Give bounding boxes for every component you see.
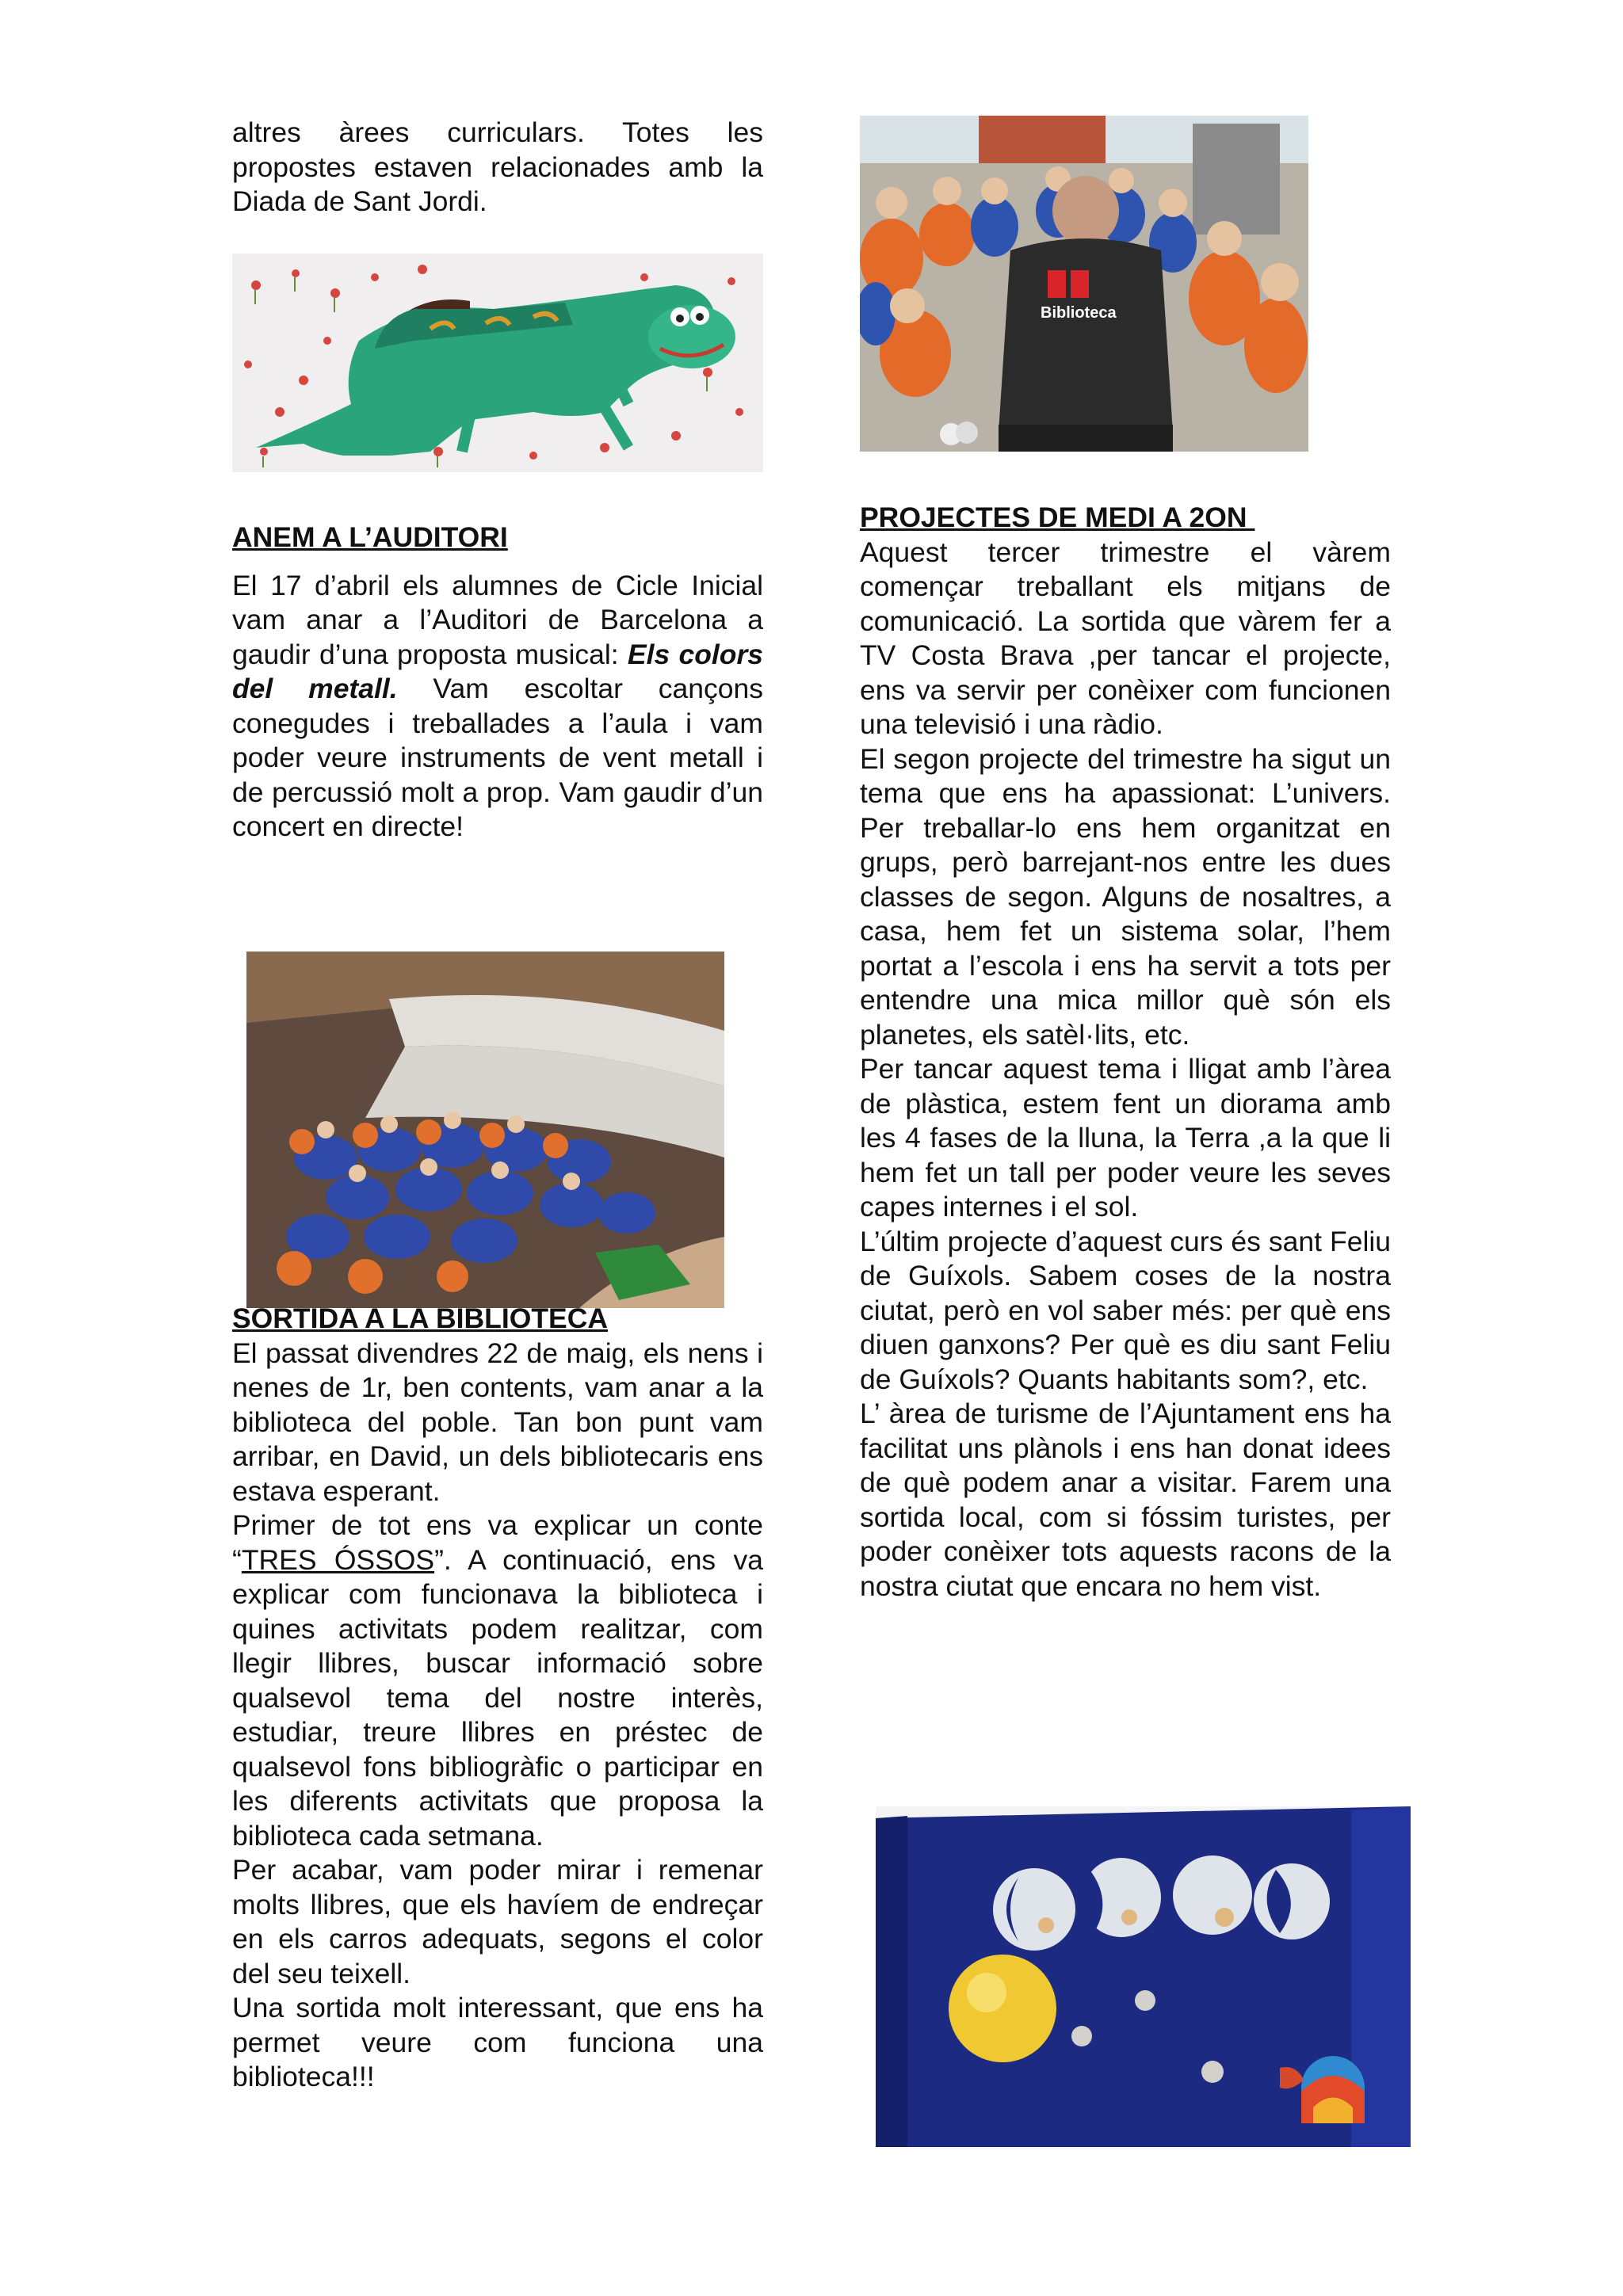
- medi-paragraph-5: L’ àrea de turisme de l’Ajuntament ens ha facilitat uns plànols i ens han donat idees de què podem anar a visitar. Farem una sortida local, com si fóssim turistes, per poder conèixer tots aquests racons de la nostra ciutat que encara no hem vist.: [860, 1398, 1391, 1602]
- left-intro: [232, 116, 763, 219]
- auditori-paragraph: [232, 569, 763, 845]
- auditorium-photo: [246, 952, 724, 1308]
- medi-paragraph-2: El segon projecte del trimestre ha sigut un tema que ens ha apassionat: L’univers. Per treballar-lo ens hem organitzat en grups, però barrejant-nos entre les dues classes de segon. Alguns de nosaltres, a casa, hem fet un sistema solar, l’hem portat a l’escola i ens ha servit a tots per entendre una mica millor què són els planetes, els satèl·lits, etc.: [860, 742, 1391, 1051]
- story-title: TRES ÓSSOS: [241, 1543, 435, 1576]
- biblioteca-paragraph-3: Per acabar, vam poder mirar i remenar molts llibres, que els havíem de endreçar en els carros adequats, segons el color del seu teixell.: [232, 1854, 763, 1989]
- auditori-heading: ANEM A L’AUDITORI: [232, 521, 508, 553]
- auditori-section: [232, 521, 763, 845]
- vest-label: Biblioteca: [1041, 304, 1117, 322]
- concert-title: Els colors del metall.: [232, 638, 763, 704]
- moon-phases-diorama-photo: [876, 1806, 1411, 2147]
- auditori-text-2: Vam escoltar cançons conegudes i treballades a l’aula i vam poder veure instruments de vent metall i de percussió molt a prop. Vam gaudir d’un concert en directe!: [232, 673, 763, 842]
- library-storytime-photo: [860, 116, 1308, 452]
- biblioteca-heading: SORTIDA A LA BIBLIOTECA: [232, 1302, 608, 1334]
- medi-paragraph-1: Aquest tercer trimestre el vàrem començar treballant els mitjans de comunicació. La sortida que vàrem fer a TV Costa Brava ,per tancar el projecte, ens va servir per conèixer com funcionen una televisió i una ràdio.: [860, 536, 1391, 740]
- medi-section: [860, 501, 1391, 1604]
- auditori-text-1: El 17 d’abril els alumnes de Cicle Inicial vam anar a l’Auditori de Barcelona a gaudir d’una proposta musical:: [232, 569, 763, 670]
- biblioteca-text-2a: Primer de tot ens va explicar un conte “: [232, 1509, 763, 1576]
- biblioteca-text-2b: ”. A continuació, ens va explicar com funcionava la biblioteca i quines activitats podem realitzar, com llegir llibres, buscar informació sobre qualsevol tema del nostre interès, estudiar, treure llibres en préstec de qualsevol fons bibliogràfic o participar en les diferents activitats que proposa la biblioteca cada setmana.: [232, 1543, 763, 1852]
- intro-paragraph: altres àrees curriculars. Totes les propostes estaven relacionades amb la Diada de Sant Jordi.: [232, 116, 763, 217]
- medi-paragraph-4: L’últim projecte d’aquest curs és sant Feliu de Guíxols. Sabem coses de la nostra ciutat, però en vol saber més: per què ens diuen ganxons? Per què es diu sant Feliu de Guíxols? Quants habitants som?, etc.: [860, 1225, 1391, 1395]
- biblioteca-section: [232, 1302, 763, 2095]
- dragon-mural-photo: [232, 254, 763, 472]
- biblioteca-paragraph-2: [232, 1508, 763, 1853]
- medi-heading: PROJECTES DE MEDI A 2ON: [860, 502, 1255, 533]
- biblioteca-paragraph-1: El passat divendres 22 de maig, els nens i nenes de 1r, ben contents, vam anar a la biblioteca del poble. Tan bon punt vam arribar, en David, un dels bibliotecaris ens estava esperant.: [232, 1337, 763, 1507]
- biblioteca-paragraph-4: Una sortida molt interessant, que ens ha permet veure com funciona una biblioteca!!!: [232, 1992, 763, 2092]
- medi-paragraph-3: Per tancar aquest tema i lligat amb l’àrea de plàstica, estem fent un diorama amb les 4 fases de la lluna, la Terra ,a la que li hem fet un tall per poder veure les seves capes internes i el sol.: [860, 1053, 1391, 1222]
